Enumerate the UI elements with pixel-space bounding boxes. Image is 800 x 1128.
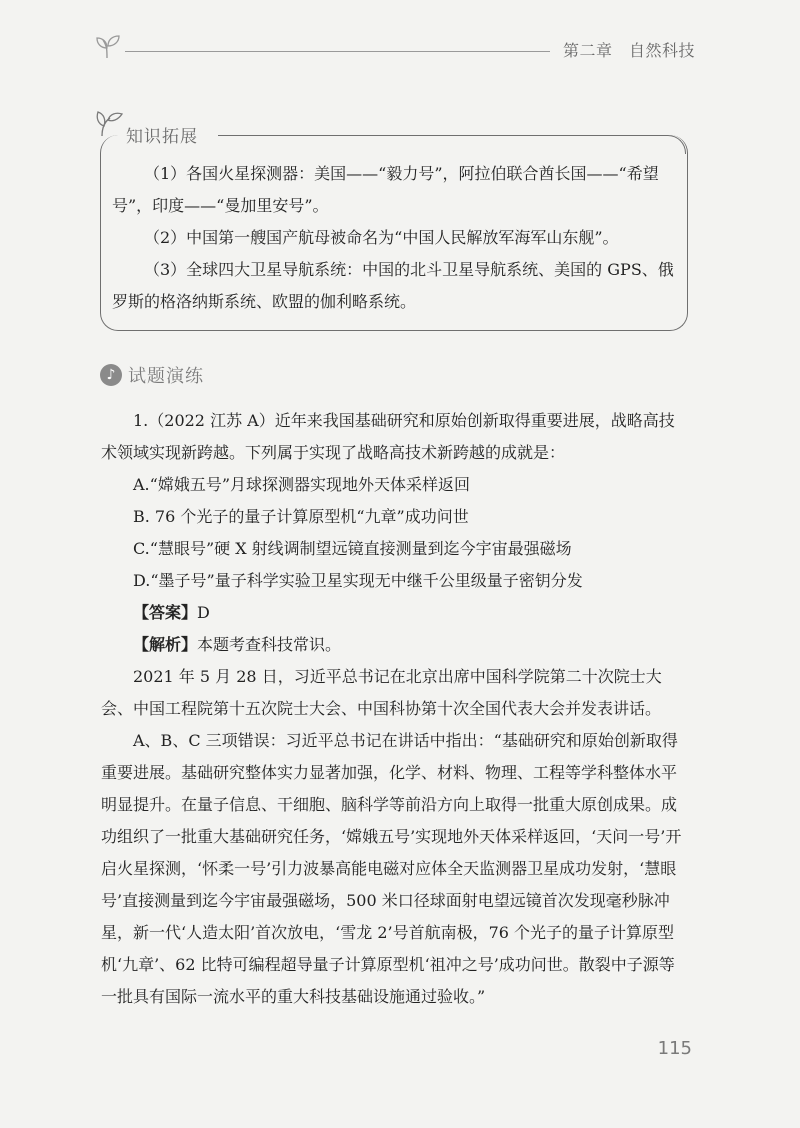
analysis-line: [101, 629, 689, 661]
section-title: 试题演练: [128, 366, 204, 387]
page-number: 115: [657, 1038, 692, 1059]
option-b: B. 76 个光子的量子计算原型机“九章”成功问世: [133, 507, 469, 526]
knowledge-item-3: （3）全球四大卫星导航系统：中国的北斗卫星导航系统、美国的 GPS、俄罗斯的格洛纳斯系统、欧盟的伽利略系统。: [112, 260, 674, 311]
leaf-icon: [94, 108, 124, 138]
question-block: [101, 405, 689, 1013]
knowledge-item-2: （2）中国第一艘国产航母被命名为“中国人民解放军海军山东舰”。: [144, 228, 619, 247]
option-a: A.“嫦娥五号”月球探测器实现地外天体采样返回: [133, 475, 471, 494]
analysis-paragraph-1: 2021 年 5 月 28 日，习近平总书记在北京出席中国科学院第二十次院士大会、中国工程院第十五次院士大会、中国科协第十次全国代表大会并发表讲话。: [101, 667, 662, 718]
analysis-value: 本题考查科技常识。: [197, 635, 342, 654]
analysis-paragraph-2: A、B、C 三项错误：习近平总书记在讲话中指出：“基础研究和原始创新取得重要进展。基础研究整体实力显著加强，化学、材料、物理、工程等学科整体水平明显提升。在量子信息、干细胞、脑科学等前沿方向上取得一批重大原创成果。成功组织了一批重大基础研究任务，‘嫦娥五号’实现地外天体采样返回，‘天问一号’开启火星探测，‘怀柔一号’引力波暴高能电磁对应体全天监测器卫星成功发射，‘慧眼号’直接测量到迄今宇宙最强磁场，500 米口径球面射电望远镜首次发现毫秒脉冲星，新一代‘人造太阳’首次放电，‘雪龙 2’号首航南极，76 个光子的量子计算原型机‘九章’、62 比特可编程超导量子计算原型机‘祖冲之号’成功问世。散裂中子源等一批具有国际一流水平的重大科技基础设施通过验收。”: [101, 731, 682, 1006]
section-badge-icon: ♪: [100, 364, 122, 386]
page-header: [95, 32, 695, 68]
option-d: D.“墨子号”量子科学实验卫星实现无中继千公里级量子密钥分发: [133, 571, 583, 590]
answer-tag: 【答案】: [133, 603, 198, 622]
chapter-title: 第二章 自然科技: [562, 41, 695, 60]
sprout-icon: [95, 34, 123, 60]
option-c: C.“慧眼号”硬 X 射线调制望远镜直接测量到迄今宇宙最强磁场: [133, 539, 572, 558]
knowledge-content: [112, 158, 677, 318]
answer-value: D: [197, 603, 210, 622]
knowledge-title: 知识拓展: [122, 122, 202, 147]
header-rule: [125, 51, 550, 52]
answer-line: [101, 597, 689, 629]
knowledge-item-1: （1）各国火星探测器：美国——“毅力号”，阿拉伯联合酋长国——“希望号”，印度——“曼加里安号”。: [112, 164, 659, 215]
question-stem: 1.（2022 江苏 A）近年来我国基础研究和原始创新取得重要进展，战略高技术领域实现新跨越。下列属于实现了战略高技术新跨越的成就是：: [101, 411, 675, 462]
analysis-tag: 【解析】: [133, 635, 198, 654]
